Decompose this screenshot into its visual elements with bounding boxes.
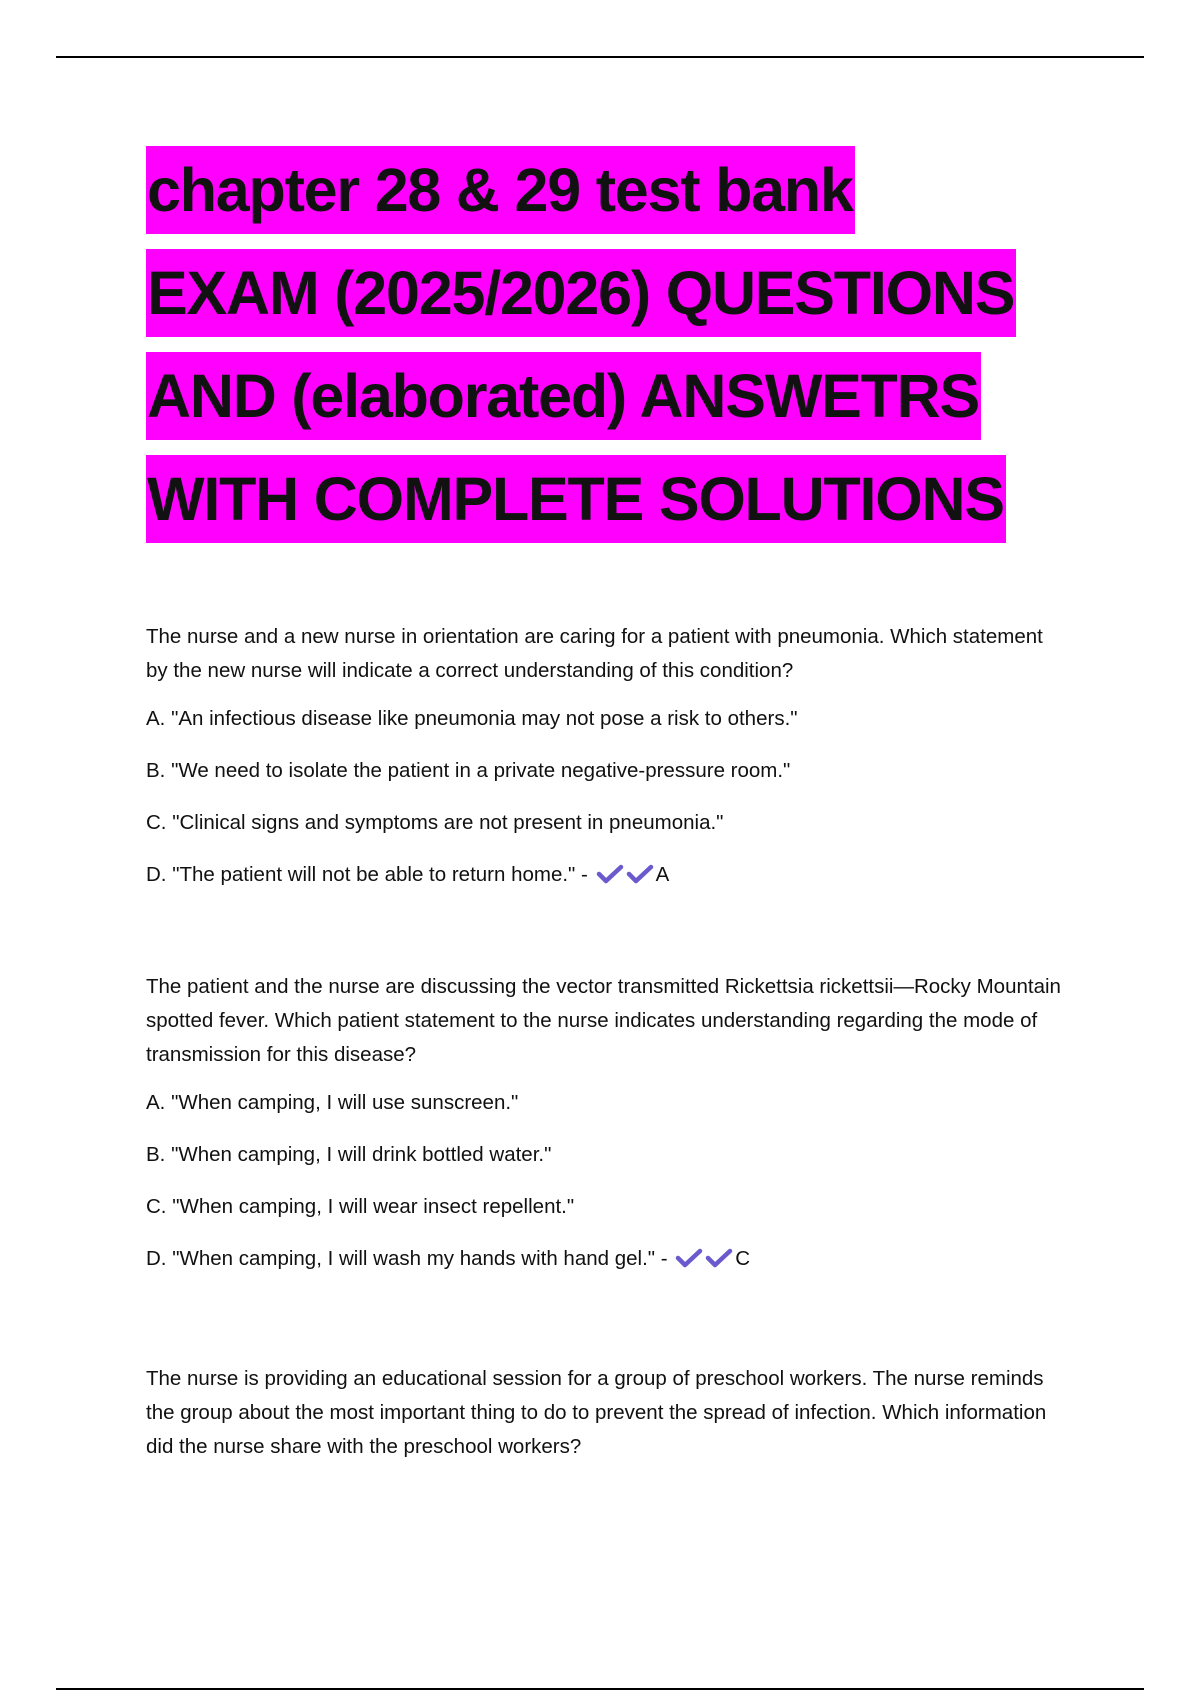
question-3 [146,1362,1066,1464]
title-line-text: WITH COMPLETE SOLUTIONS [146,455,1006,543]
title-line-text: chapter 28 & 29 test bank [146,146,855,234]
option-d [146,1242,1066,1276]
check-icon [596,863,624,885]
question-2 [146,970,1066,1276]
answer-letter: C [735,1247,751,1270]
option-text: A. "An infectious disease like pneumonia may not pose a risk to others." [146,707,798,730]
option-text: A. "When camping, I will use sunscreen." [146,1091,519,1114]
option-text: D. "The patient will not be able to return home." - [146,863,588,886]
option-text: C. "Clinical signs and symptoms are not present in pneumonia." [146,811,724,834]
title-line [146,455,1146,558]
title-line [146,352,1146,455]
question-stem: The nurse and a new nurse in orientation are caring for a patient with pneumonia. Which statement by the new nurse will indicate a correct understanding of this condition? [146,625,1043,682]
title-line-text: EXAM (2025/2026) QUESTIONS [146,249,1016,337]
option-a [146,702,1066,736]
option-b [146,754,1066,788]
question-stem: The nurse is providing an educational session for a group of preschool workers. The nurse reminds the group about the most important thing to do to prevent the spread of infection. Which information did the nurse share with the preschool workers? [146,1367,1047,1458]
check-icon [675,1247,703,1269]
document-title [146,146,1146,558]
option-text: D. "When camping, I will wash my hands with hand gel." - [146,1247,668,1270]
option-c [146,1190,1066,1224]
option-a [146,1086,1066,1120]
option-d [146,858,1066,892]
question-list [146,620,1066,1478]
option-text: B. "When camping, I will drink bottled water." [146,1143,552,1166]
title-line-text: AND (elaborated) ANSWETRS [146,352,981,440]
top-divider [56,56,1144,58]
question-1 [146,620,1066,892]
option-text: B. "We need to isolate the patient in a private negative-pressure room." [146,759,791,782]
option-b [146,1138,1066,1172]
check-icon [626,863,654,885]
bottom-divider [56,1688,1144,1690]
option-c [146,806,1066,840]
option-text: C. "When camping, I will wear insect repellent." [146,1195,575,1218]
title-line [146,146,1146,249]
title-line [146,249,1146,352]
question-stem: The patient and the nurse are discussing the vector transmitted Rickettsia rickettsii—Rocky Mountain spotted fever. Which patient statement to the nurse indicates understanding regarding the mode of transmission for this disease? [146,975,1061,1066]
answer-letter: A [655,863,670,886]
check-icon [705,1247,733,1269]
